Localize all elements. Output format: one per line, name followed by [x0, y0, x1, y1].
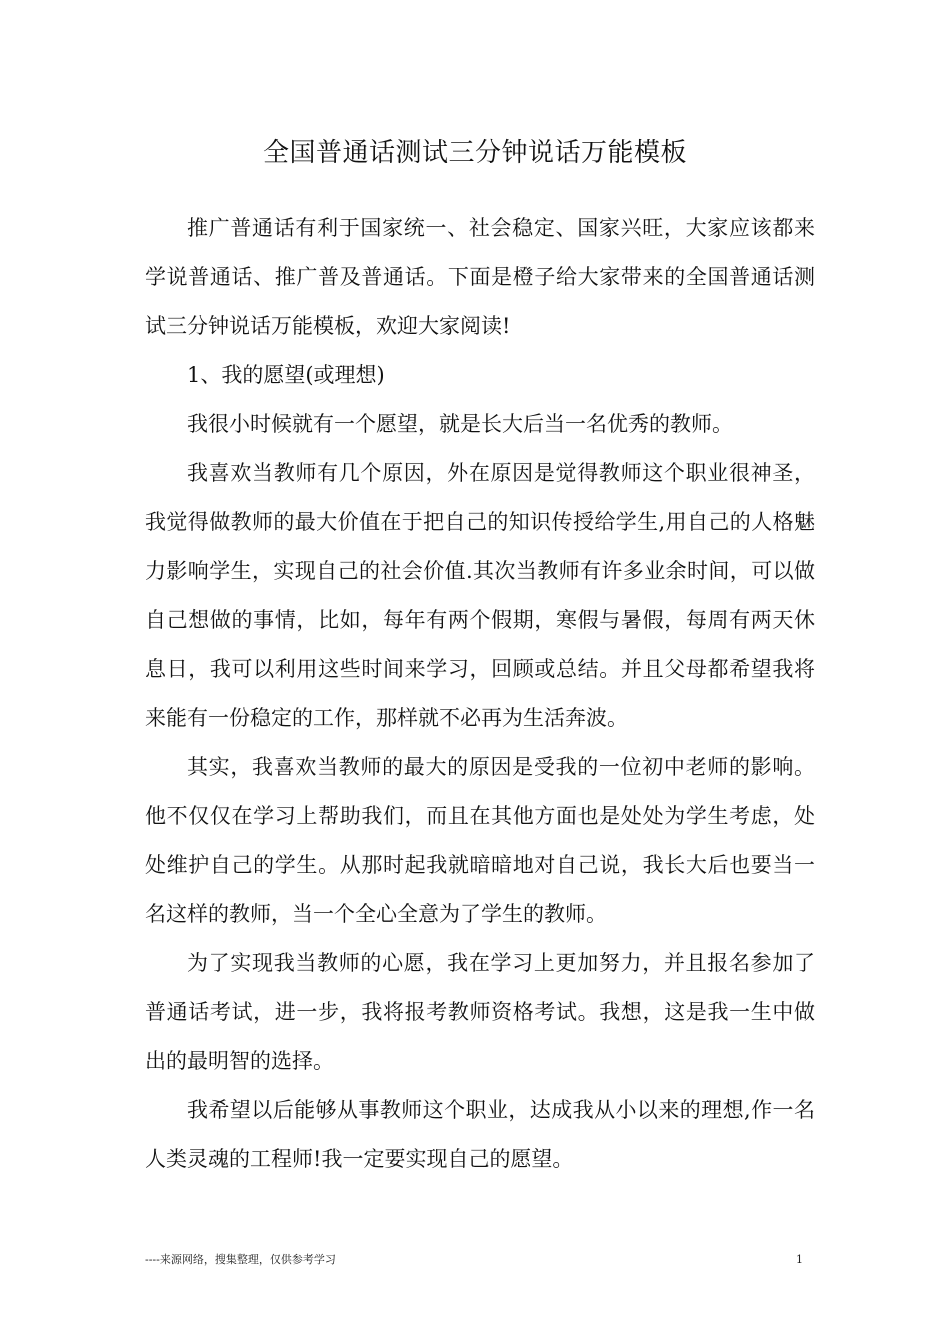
paragraph: 为了实现我当教师的心愿，我在学习上更加努力，并且报名参加了普通话考试，进一步，我将报考教师资格考试。我想，这是我一生中做出的最明智的选择。 — [145, 951, 815, 1073]
paragraph-intro: 推广普通话有利于国家统一、社会稳定、国家兴旺，大家应该都来学说普通话、推广普及普通话。下面是橙子给大家带来的全国普通话测试三分钟说话万能模板，欢迎大家阅读! — [145, 216, 815, 338]
document-body — [145, 204, 815, 1184]
paragraph: 我喜欢当教师有几个原因，外在原因是觉得教师这个职业很神圣，我觉得做教师的最大价值在于把自己的知识传授给学生,用自己的人格魅力影响学生，实现自己的社会价值.其次当教师有许多业余时间，可以做自己想做的事情，比如，每年有两个假期，寒假与暑假，每周有两天休息日，我可以利用这些时间来学习，回顾或总结。并且父母都希望我将来能有一份稳定的工作，那样就不必再为生活奔波。 — [145, 461, 815, 730]
section-heading: 1、我的愿望(或理想) — [187, 363, 385, 387]
paragraph: 我希望以后能够从事教师这个职业，达成我从小以来的理想,作一名人类灵魂的工程师!我一定要实现自己的愿望。 — [145, 1098, 815, 1171]
paragraph: 我很小时候就有一个愿望，就是长大后当一名优秀的教师。 — [187, 412, 733, 436]
footer-source-note: ----来源网络，搜集整理，仅供参考学习 — [145, 1253, 336, 1266]
document-title: 全国普通话测试三分钟说话万能模板 — [262, 138, 687, 168]
paragraph: 其实，我喜欢当教师的最大的原因是受我的一位初中老师的影响。他不仅仅在学习上帮助我们，而且在其他方面也是处处为学生考虑，处处维护自己的学生。从那时起我就暗暗地对自己说，我长大后也要当一名这样的教师，当一个全心全意为了学生的教师。 — [145, 755, 815, 926]
footer-page-number: 1 — [796, 1253, 803, 1266]
